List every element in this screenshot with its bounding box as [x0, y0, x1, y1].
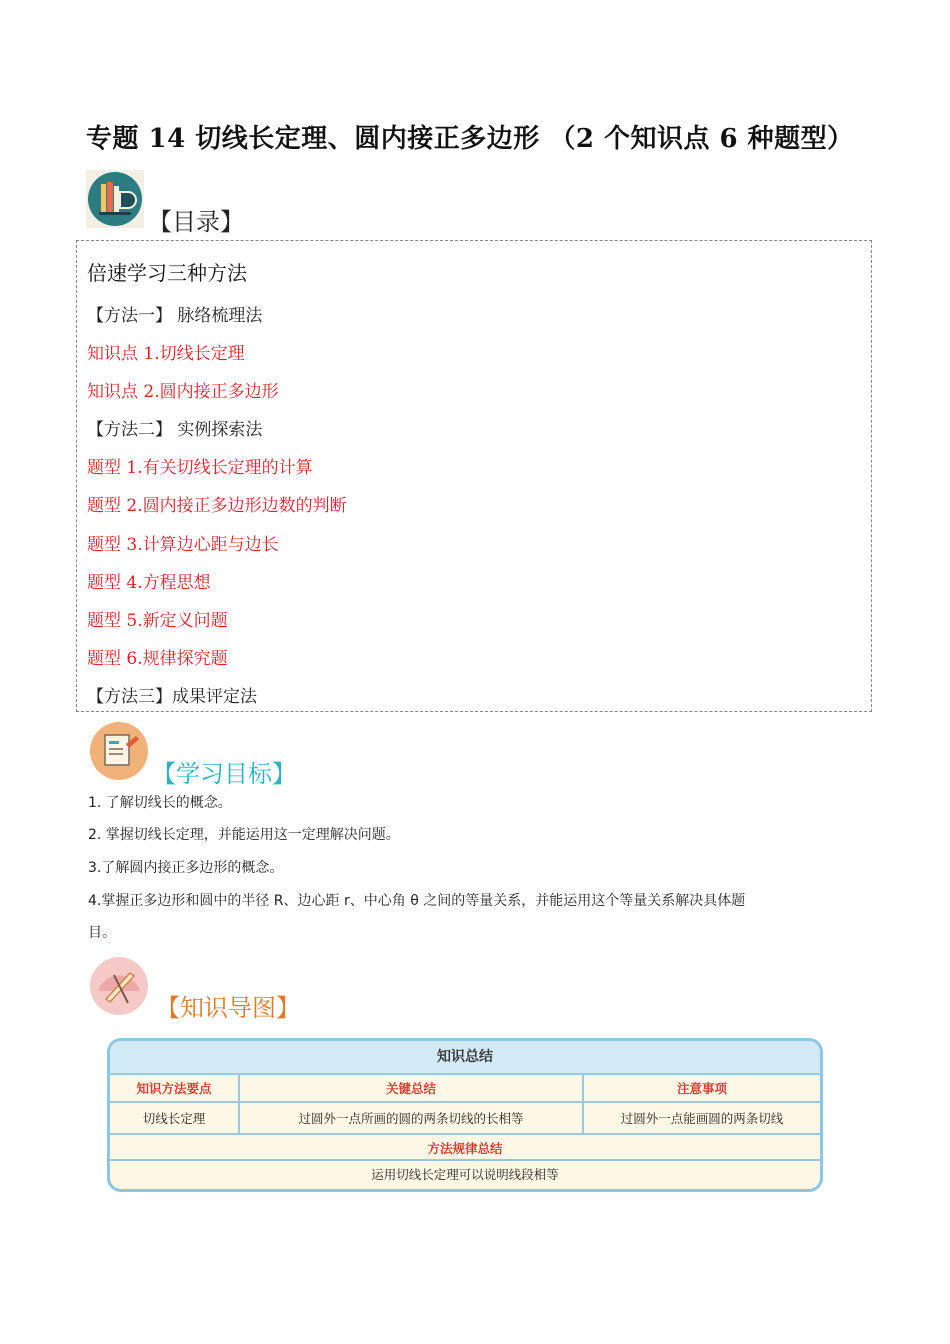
table-of-contents — [76, 240, 872, 712]
cell-notes: 过圆外一点能画圆的两条切线 — [620, 1111, 784, 1126]
toc-method-2[interactable]: 【方法二】 实例探索法 — [87, 420, 263, 440]
toc-type-2[interactable]: 题型 2.圆内接正多边形边数的判断 — [87, 496, 347, 516]
page-title: 专题 14 切线长定理、圆内接正多边形 （2 个知识点 6 种题型） — [86, 124, 854, 154]
objective-2: 2. 掌握切线长定理，并能运用这一定理解决问题。 — [88, 827, 400, 843]
toc-heading: 倍速学习三种方法 — [87, 261, 247, 285]
mindmap-section-label: 【知识导图】 — [156, 994, 300, 1022]
toc-type-3[interactable]: 题型 3.计算边心距与边长 — [87, 535, 279, 555]
notebook-icon — [88, 720, 150, 782]
cell-method-summary: 运用切线长定理可以说明线段相等 — [371, 1167, 559, 1182]
toc-type-4[interactable]: 题型 4.方程思想 — [87, 573, 211, 593]
objective-3: 3.了解圆内接正多边形的概念。 — [88, 860, 284, 876]
cell-key-summary: 过圆外一点所画的圆的两条切线的长相等 — [298, 1111, 524, 1126]
protractor-icon — [88, 955, 152, 1019]
toc-method-3[interactable]: 【方法三】成果评定法 — [87, 687, 257, 707]
toc-type-5[interactable]: 题型 5.新定义问题 — [87, 611, 228, 631]
cell-knowledge-point: 切线长定理 — [142, 1111, 206, 1126]
header-key-summary: 关键总结 — [385, 1081, 436, 1096]
table-title: 知识总结 — [110, 1041, 820, 1073]
toc-knowledge-2[interactable]: 知识点 2.圆内接正多边形 — [87, 382, 279, 402]
books-icon — [86, 170, 144, 228]
objective-4: 4.掌握正多边形和圆中的半径 R、边心距 r、中心角 θ 之间的等量关系，并能运用这个等量关系解决具体题 — [88, 893, 746, 909]
objectives-section-label: 【学习目标】 — [152, 760, 296, 788]
header-method-summary: 方法规律总结 — [427, 1141, 503, 1156]
objective-1: 1. 了解切线长的概念。 — [88, 795, 232, 811]
toc-section-label: 【目录】 — [148, 208, 244, 236]
objective-4-cont: 目。 — [88, 925, 116, 941]
knowledge-summary-table — [107, 1038, 823, 1192]
toc-type-1[interactable]: 题型 1.有关切线长定理的计算 — [87, 458, 313, 478]
toc-knowledge-1[interactable]: 知识点 1.切线长定理 — [87, 344, 245, 364]
header-knowledge-point: 知识方法要点 — [136, 1081, 212, 1096]
header-notes: 注意事项 — [676, 1081, 727, 1096]
toc-type-6[interactable]: 题型 6.规律探究题 — [87, 649, 228, 669]
toc-method-1[interactable]: 【方法一】 脉络梳理法 — [87, 306, 263, 326]
